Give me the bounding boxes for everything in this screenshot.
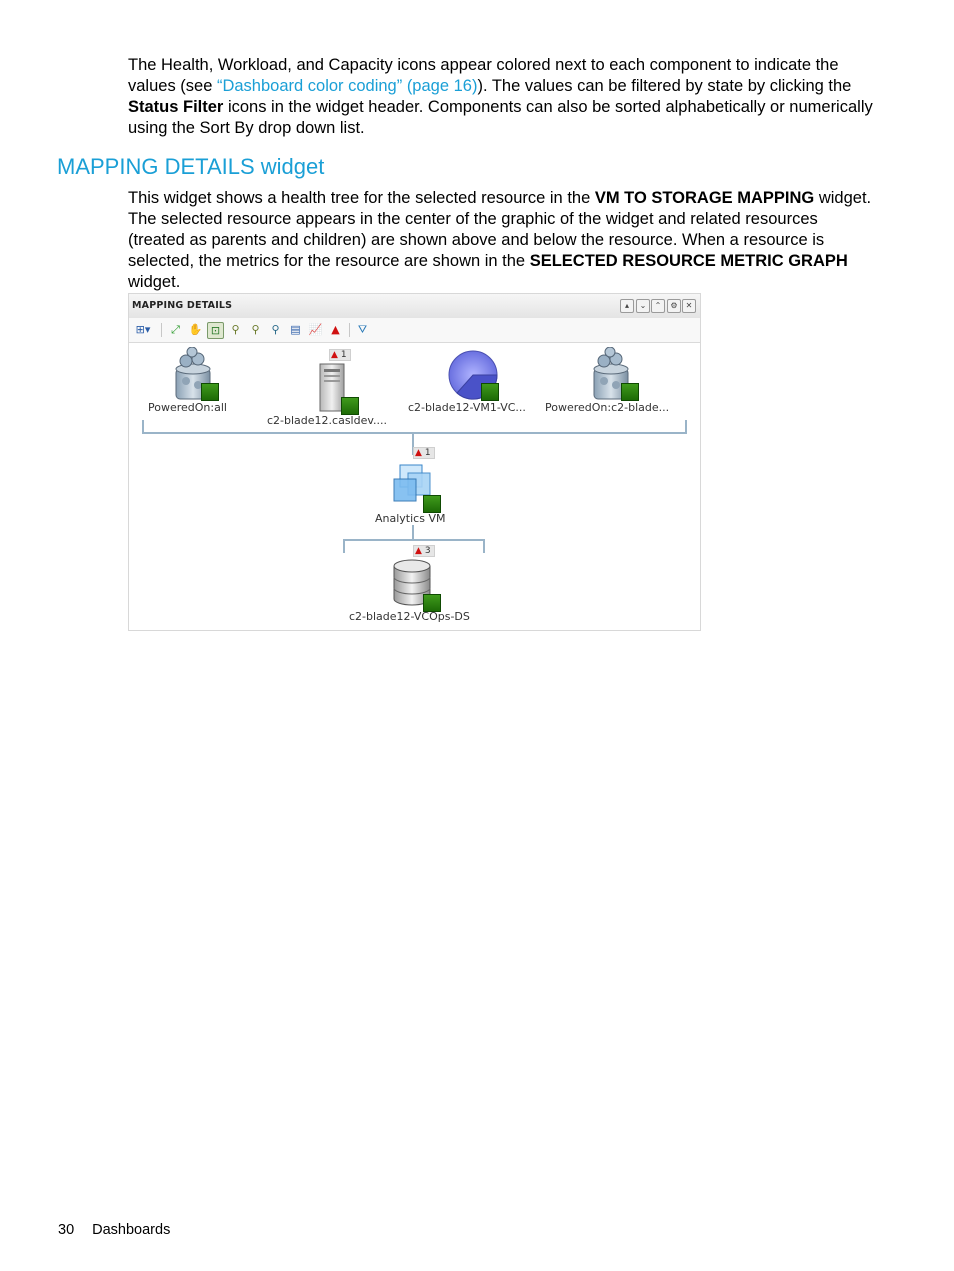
alert-icon[interactable]: ▲ bbox=[331, 323, 340, 336]
widget-title: MAPPING DETAILS bbox=[132, 300, 233, 311]
widget-toolbar bbox=[129, 318, 700, 343]
footer-section: Dashboards bbox=[92, 1222, 171, 1238]
alert-badge bbox=[413, 447, 435, 459]
close-icon[interactable]: ✕ bbox=[682, 299, 696, 313]
section-heading: MAPPING DETAILS widget bbox=[57, 154, 325, 179]
desc-text: This widget shows a health tree for the selected resource in the bbox=[128, 189, 595, 207]
page-number: 30 bbox=[58, 1222, 75, 1238]
fit-icon[interactable]: ⤢ bbox=[171, 323, 180, 336]
health-ok-icon bbox=[201, 383, 219, 401]
connector-line bbox=[412, 525, 414, 539]
pan-icon[interactable]: ✋ bbox=[188, 323, 203, 336]
status-filter-term: Status Filter bbox=[128, 98, 224, 116]
metric-chart-icon[interactable]: 📈 bbox=[308, 323, 323, 336]
health-ok-icon bbox=[481, 383, 499, 401]
zoom-out-icon[interactable]: ⚲ bbox=[251, 323, 260, 336]
intro-paragraph bbox=[128, 55, 873, 139]
health-ok-icon bbox=[341, 397, 359, 415]
mapping-details-widget bbox=[128, 293, 701, 631]
health-ok-icon bbox=[621, 383, 639, 401]
layout-icon[interactable]: ⊞▾ bbox=[135, 323, 151, 336]
node-label: c2-blade12.casldev.... bbox=[267, 414, 388, 427]
alert-badge bbox=[329, 349, 351, 361]
node-label: c2-blade12-VM1-VC... bbox=[408, 401, 526, 414]
page-footer bbox=[58, 1222, 188, 1238]
zoom-reset-icon[interactable]: ⚲ bbox=[271, 323, 280, 336]
node-label: PoweredOn:all bbox=[148, 401, 227, 414]
node-label: c2-blade12-VCOps-DS bbox=[349, 610, 470, 623]
node-label: Analytics VM bbox=[375, 512, 446, 525]
properties-icon[interactable]: ▤ bbox=[290, 323, 301, 336]
toolbar-separator bbox=[349, 323, 350, 337]
collapse-icon[interactable]: ▴ bbox=[620, 299, 634, 313]
node-label: PoweredOn:c2-blade... bbox=[545, 401, 670, 414]
alert-count: 1 bbox=[424, 448, 431, 458]
description-paragraph bbox=[128, 188, 873, 293]
health-ok-icon bbox=[423, 495, 441, 513]
intro-text: ). The values can be filtered by state by clicking the bbox=[477, 77, 852, 95]
desc-text: widget. bbox=[128, 273, 181, 291]
metric-graph-term: SELECTED RESOURCE METRIC GRAPH bbox=[529, 252, 848, 270]
zoom-select-icon[interactable]: ⊡ bbox=[207, 322, 224, 339]
vm-storage-mapping-term: VM TO STORAGE MAPPING bbox=[594, 189, 815, 207]
alert-count: 3 bbox=[424, 546, 431, 556]
intro-text: The Health, Workload, and Capacity icons appear colored next to each component to indicate the values (see bbox=[128, 56, 839, 95]
settings-icon[interactable]: ⚙ bbox=[667, 299, 681, 313]
parent-bracket-line bbox=[142, 420, 687, 434]
maximize-icon[interactable]: ⌃ bbox=[651, 299, 665, 313]
filter-icon[interactable]: ⛛ bbox=[357, 323, 368, 336]
zoom-in-icon[interactable]: ⚲ bbox=[231, 323, 240, 336]
desc-text: widget. The selected resource appears in the center of the graphic of the widget and related resources (treated as parents and children) are shown above and below the resource. When a resource is selected, the metrics for the resource are shown in the bbox=[128, 189, 872, 270]
toolbar-separator bbox=[161, 323, 162, 337]
alert-icon: ▲ bbox=[415, 546, 422, 556]
alert-badge bbox=[413, 545, 435, 557]
minimize-icon[interactable]: ⌄ bbox=[636, 299, 650, 313]
widget-header bbox=[129, 294, 700, 319]
intro-text: icons in the widget header. Components can also be sorted alphabetically or numerically using the Sort By drop down list. bbox=[128, 98, 873, 137]
alert-icon: ▲ bbox=[331, 350, 338, 360]
alert-icon: ▲ bbox=[415, 448, 422, 458]
alert-count: 1 bbox=[340, 350, 347, 360]
color-coding-link[interactable]: “Dashboard color coding” (page 16) bbox=[216, 77, 478, 95]
